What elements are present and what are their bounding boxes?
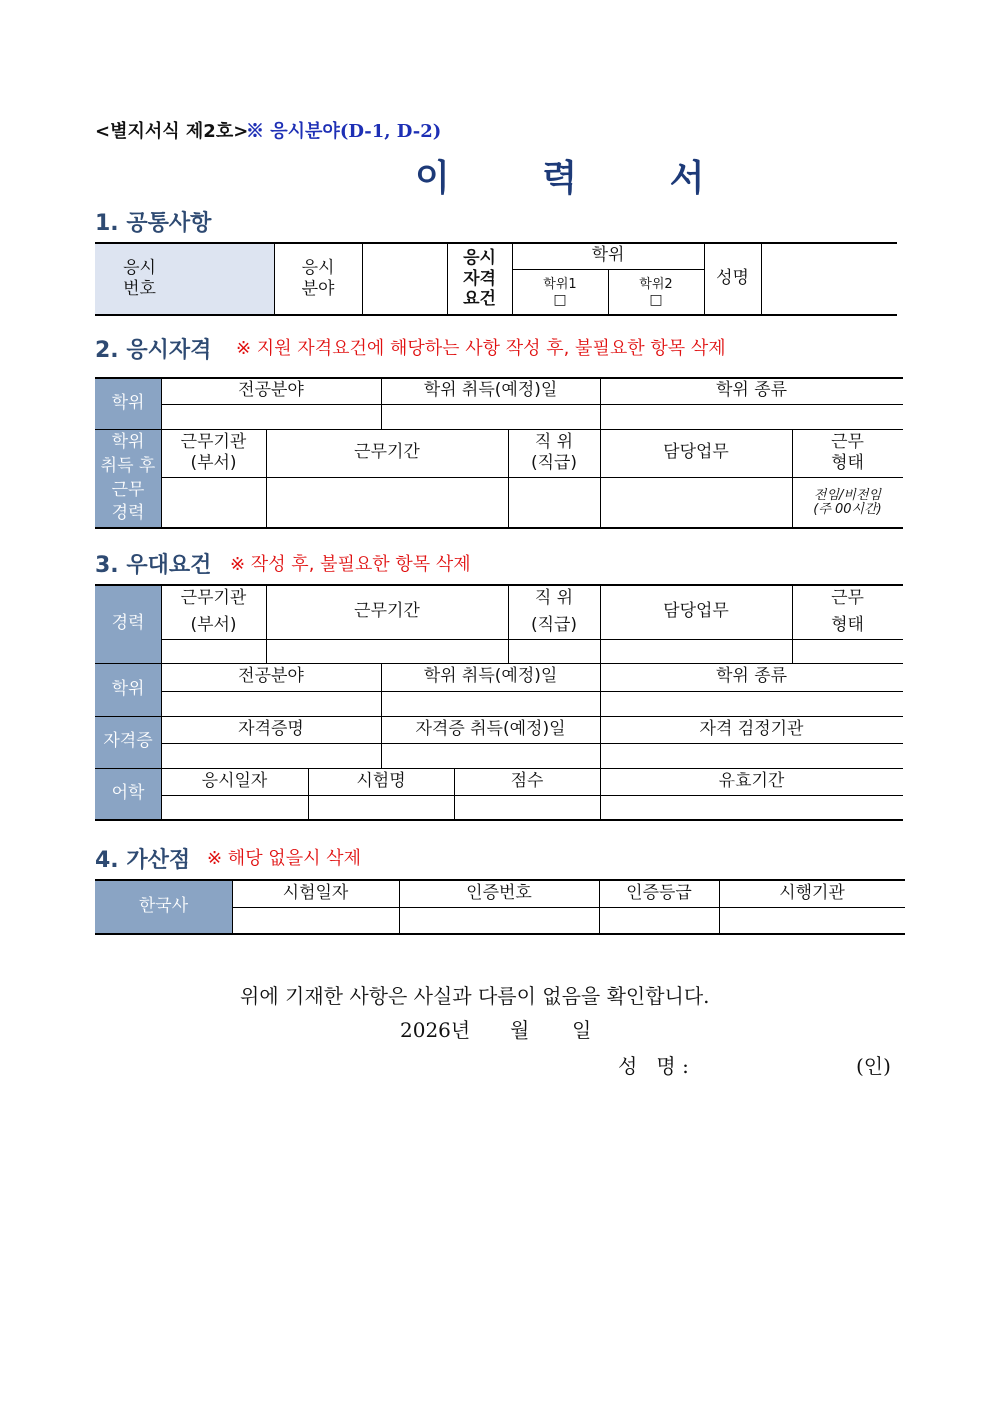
statement: 위에 기재한 사항은 사실과 다름이 없음을 확인합니다.	[240, 984, 710, 1008]
form-label: <별지서식 제2호>	[95, 121, 249, 142]
section2-title: 2. 응시자격	[95, 338, 212, 363]
section3-title: 3. 우대요건	[95, 553, 212, 578]
s3-cert-date-header: 자격증 취득(예정)일	[415, 718, 566, 739]
degree1-option[interactable]: 학위1 □	[543, 276, 577, 309]
s3-org-input[interactable]	[161, 639, 266, 663]
s2-org-input[interactable]	[161, 477, 266, 528]
s3-position-header: 직 위 (직급)	[530, 587, 578, 635]
degree-label: 학위	[591, 245, 625, 266]
s2-career-label: 학위 취득 후 근무 경력	[95, 429, 161, 528]
s3-org-header: 근무기관 (부서)	[180, 587, 247, 635]
s3-worktype-input[interactable]	[792, 639, 903, 663]
name-label: 성명	[716, 268, 749, 289]
section4-title: 4. 가산점	[95, 848, 191, 873]
s3-cert-name-header: 자격증명	[238, 718, 304, 739]
section4-note: ※ 해당 없을시 삭제	[207, 848, 361, 869]
exam-field-label: 응시 분야	[301, 257, 335, 299]
s3-period-input[interactable]	[266, 639, 508, 663]
s4-cert-no-header: 인증번호	[466, 882, 532, 903]
s2-degree-date-header: 학위 취득(예정)일	[423, 380, 558, 401]
s4-grade-input[interactable]	[599, 907, 719, 934]
s3-valid-header: 유효기간	[718, 770, 785, 791]
s3-degree-label: 학위	[95, 663, 161, 716]
s3-period-header: 근무기간	[354, 601, 420, 622]
s3-career-label: 경력	[95, 585, 161, 663]
qualification-label: 응시 자격 요건	[463, 248, 496, 310]
s2-duty-input[interactable]	[600, 477, 792, 528]
seal-mark: (인)	[856, 1054, 891, 1078]
s3-duty-header: 담당업무	[663, 601, 729, 622]
field-note: ※ 응시분야(D-1, D-2)	[246, 121, 442, 142]
s4-org-header: 시행기관	[779, 882, 845, 903]
s3-score-input[interactable]	[454, 795, 600, 820]
date-day: 일	[572, 1018, 592, 1042]
s2-degree-type-header: 학위 종류	[715, 380, 788, 401]
s2-period-input[interactable]	[266, 477, 508, 528]
s3-major-input[interactable]	[161, 691, 381, 716]
s3-score-header: 점수	[510, 770, 544, 791]
s4-grade-header: 인증등급	[626, 882, 692, 903]
s2-worktype-header: 근무 형태	[831, 431, 864, 473]
date-month: 월	[510, 1018, 530, 1042]
degree2-checkbox[interactable]: □	[649, 292, 663, 309]
s3-major-header: 전공분야	[238, 666, 304, 687]
s3-degree-date-input[interactable]	[381, 691, 600, 716]
s2-degree-type-input[interactable]	[600, 404, 903, 429]
s3-lang-label: 어학	[95, 768, 161, 820]
degree1-checkbox[interactable]: □	[553, 292, 567, 309]
s3-cert-name-input[interactable]	[161, 743, 381, 768]
section2-note: ※ 지원 자격요건에 해당하는 사항 작성 후, 불필요한 항목 삭제	[236, 338, 726, 359]
s2-duty-header: 담당업무	[663, 442, 729, 463]
s4-exam-date-input[interactable]	[232, 907, 399, 934]
s3-test-date-input[interactable]	[161, 795, 308, 820]
s2-major-input[interactable]	[161, 404, 381, 429]
s3-worktype-header: 근무 형태	[831, 587, 864, 635]
s3-degree-date-header: 학위 취득(예정)일	[423, 666, 558, 687]
s3-test-name-header: 시험명	[356, 770, 406, 791]
exam-number-label: 응시 번호	[95, 243, 184, 315]
s4-org-input[interactable]	[719, 907, 905, 934]
signature-label: 성 명 :	[618, 1054, 689, 1078]
name-input[interactable]	[761, 243, 897, 315]
s2-period-header: 근무기간	[354, 442, 420, 463]
s2-degree-label: 학위	[95, 378, 161, 429]
section1-title: 1. 공통사항	[95, 211, 212, 236]
s3-valid-input[interactable]	[600, 795, 903, 820]
s2-position-header: 직 위 (직급)	[530, 431, 578, 473]
s4-exam-date-header: 시험일자	[282, 882, 349, 903]
s3-degree-type-input[interactable]	[600, 691, 903, 716]
s4-history-label: 한국사	[95, 880, 232, 934]
page-title: 이 력 서	[415, 158, 745, 199]
section3-note: ※ 작성 후, 불필요한 항목 삭제	[230, 554, 471, 575]
s3-cert-org-header: 자격 검정기관	[699, 718, 804, 739]
s3-test-date-header: 응시일자	[201, 770, 268, 791]
s2-degree-date-input[interactable]	[381, 404, 600, 429]
s3-test-name-input[interactable]	[308, 795, 454, 820]
s4-cert-no-input[interactable]	[399, 907, 599, 934]
s3-degree-type-header: 학위 종류	[715, 666, 788, 687]
s2-position-input[interactable]	[508, 477, 600, 528]
s3-duty-input[interactable]	[600, 639, 792, 663]
exam-number-input[interactable]	[184, 243, 274, 315]
s3-cert-date-input[interactable]	[381, 743, 600, 768]
s3-cert-org-input[interactable]	[600, 743, 903, 768]
s2-worktype-input[interactable]: 전임/비전임 (주 00시간)	[813, 487, 882, 517]
exam-field-input[interactable]	[362, 243, 447, 315]
s2-major-header: 전공분야	[238, 380, 304, 401]
degree2-option[interactable]: 학위2 □	[639, 276, 673, 309]
date-year: 2026년	[400, 1018, 471, 1042]
s2-org-header: 근무기관 (부서)	[180, 431, 247, 473]
s3-position-input[interactable]	[508, 639, 600, 663]
s3-cert-label: 자격증	[95, 716, 161, 768]
